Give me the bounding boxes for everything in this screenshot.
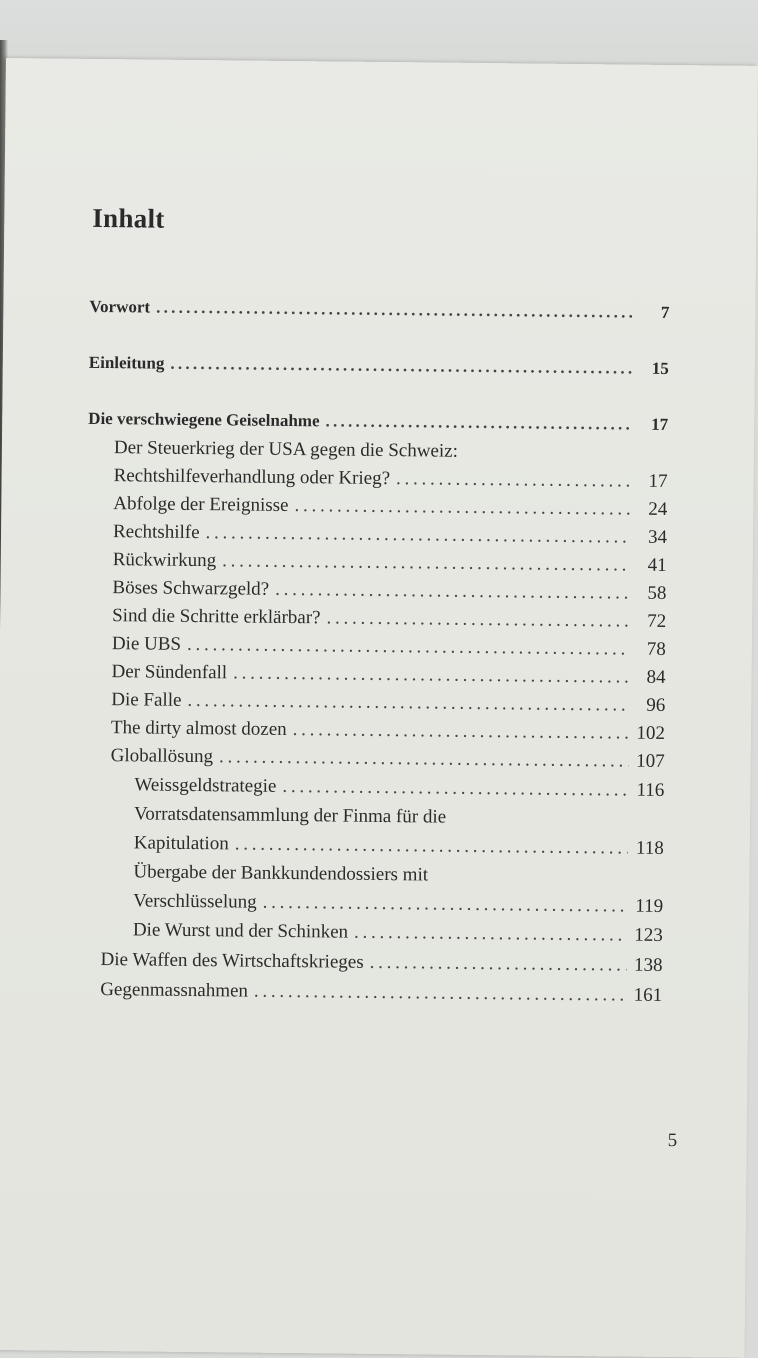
dot-leader	[354, 922, 627, 947]
toc-entry-page: 72	[647, 610, 667, 632]
dot-leader	[275, 579, 630, 605]
toc-entry-label: Die verschwiegene Geiselnahme	[88, 408, 320, 431]
toc-entry-page: 34	[647, 526, 668, 548]
dot-leader	[205, 522, 631, 548]
toc-entry-page: 24	[648, 498, 668, 520]
toc-entry-page: 17	[651, 414, 669, 434]
toc-entry	[100, 949, 662, 977]
toc-entry	[89, 353, 669, 379]
dot-leader	[396, 468, 632, 492]
dot-leader	[233, 662, 630, 688]
toc-entry	[113, 521, 667, 549]
dot-leader	[293, 719, 629, 745]
toc-entry-label-line1: Der Steuerkrieg der USA gegen die Schweiz:	[113, 437, 459, 462]
toc-entry-label: Böses Schwarzgeld?	[112, 577, 270, 600]
dot-leader	[187, 690, 629, 717]
toc-entry-label: The dirty almost dozen	[110, 717, 287, 740]
toc-entry	[111, 661, 665, 689]
book-page	[0, 58, 758, 1358]
toc-entry-page: 58	[647, 582, 667, 604]
toc-entry-page: 102	[636, 722, 666, 744]
toc-entry-label: Die Falle	[111, 689, 182, 711]
toc-entry-page: 84	[646, 666, 666, 688]
toc-entry	[112, 633, 666, 661]
toc-entry-page: 41	[647, 554, 667, 576]
toc-entry-label-line1: Übergabe der Bankkundendossiers mit	[133, 861, 429, 886]
toc-entry-label: Weissgeldstrategie	[134, 774, 277, 797]
toc-entry-label: Vorwort	[89, 296, 151, 317]
toc-entry	[88, 409, 668, 435]
toc-entry-label-line1: Vorratsdatensammlung der Finma für die	[133, 803, 447, 828]
dot-leader	[325, 411, 632, 434]
toc-entry-page: 107	[636, 750, 665, 772]
toc-entry	[89, 297, 669, 323]
toc-entry	[111, 689, 665, 717]
toc-entry	[111, 717, 665, 745]
toc-entry-page: 116	[636, 779, 665, 801]
toc-title: Inhalt	[92, 202, 165, 234]
toc-entry-page: 138	[633, 954, 663, 976]
dot-leader	[370, 952, 627, 977]
dot-leader	[187, 634, 630, 661]
dot-leader	[219, 746, 629, 772]
toc-entry-page: 78	[646, 638, 666, 660]
toc-entry-page: 15	[651, 358, 669, 378]
dot-leader	[294, 495, 631, 521]
toc-entry	[111, 745, 665, 773]
toc-entry-label: Die UBS	[111, 633, 182, 655]
toc-entry-page: 7	[660, 302, 670, 322]
toc-entry	[112, 605, 666, 633]
toc-entry-label: Die Waffen des Wirtschaftskrieges	[100, 949, 364, 973]
toc-entry	[133, 919, 663, 947]
toc-entry-label: Rechtshilfe	[112, 521, 200, 544]
dot-leader	[156, 298, 633, 323]
dot-leader	[254, 981, 626, 1007]
dot-leader	[326, 607, 630, 632]
toc-entry-label: Einleitung	[88, 352, 165, 373]
toc-entry	[113, 549, 667, 577]
toc-entry-label: Globallösung	[110, 745, 214, 768]
toc-entry-label: Kapitulation	[133, 832, 229, 855]
toc-entry-page: 119	[635, 895, 664, 917]
toc-entry-label: Die Wurst und der Schinken	[132, 919, 349, 943]
toc-entry	[112, 577, 666, 605]
toc-entry-label: Gegenmassnahmen	[100, 979, 249, 1002]
toc-entry	[134, 774, 664, 802]
toc-entry-label: Rechtshilfeverhandlung oder Krieg?	[113, 465, 391, 490]
toc-entry-page: 96	[646, 694, 666, 716]
toc-entry	[114, 465, 668, 493]
dot-leader	[282, 776, 628, 802]
toc-entry-label: Rückwirkung	[112, 549, 217, 572]
toc-entry-label: Der Sündenfall	[111, 661, 228, 684]
toc-entry-label: Abfolge der Ereignisse	[113, 493, 289, 516]
toc-entry-label: Verschlüsselung	[133, 890, 257, 913]
dot-leader	[222, 550, 631, 576]
toc-entry	[113, 493, 667, 521]
toc-entry	[133, 890, 663, 918]
dot-leader	[263, 892, 628, 918]
toc-entry	[134, 832, 664, 860]
toc-entry	[100, 979, 662, 1007]
toc-entry-label: Sind die Schritte erklärbar?	[112, 605, 321, 629]
toc-entry-page: 17	[648, 470, 668, 492]
toc-entry-page: 161	[633, 984, 663, 1006]
toc-entry-page: 123	[634, 924, 663, 946]
dot-leader	[170, 354, 633, 379]
toc-entry-page: 118	[635, 837, 664, 859]
dot-leader	[235, 833, 628, 859]
page-number: 5	[667, 1129, 678, 1152]
